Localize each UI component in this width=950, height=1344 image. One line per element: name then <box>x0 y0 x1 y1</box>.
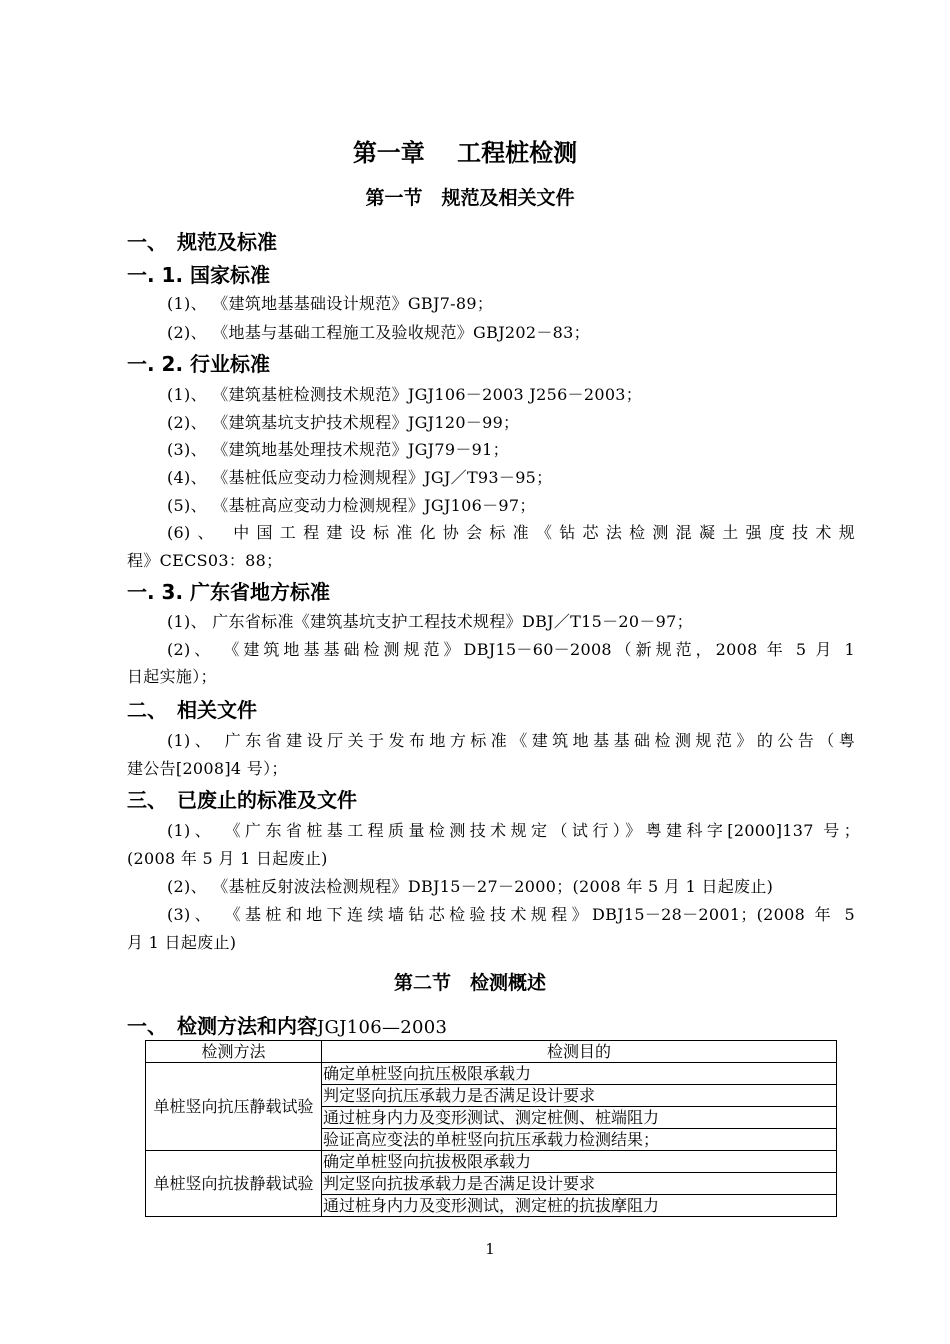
list-item: (2)、 《建筑基坑支护技术规程》JGJ120－99； <box>167 413 520 432</box>
heading-test-methods-code: JGJ106—2003 <box>317 1017 448 1038</box>
table-row <box>146 1151 837 1173</box>
heading-abolished: 三、 已废止的标准及文件 <box>127 788 357 812</box>
purpose-cell: 判定竖向抗拔承载力是否满足设计要求 <box>322 1173 837 1195</box>
list-item: (4)、 《基桩低应变动力检测规程》JGJ／T93－95； <box>167 468 553 487</box>
heading-related-documents: 二、 相关文件 <box>127 698 257 722</box>
list-item: (1)、 广东省标准《建筑基坑支护工程技术规程》DBJ／T15－20－97； <box>167 612 693 631</box>
list-item: (2)、 《基桩反射波法检测规程》DBJ15－27－2000；(2008 年 5 月 1 日起废止) <box>167 877 774 896</box>
table-header-row <box>146 1041 837 1063</box>
list-item: (6)、 中国工程建设标准化协会标准《钻芯法检测混凝土强度技术规 <box>167 523 855 542</box>
method-cell: 单桩竖向抗拔静载试验 <box>146 1151 322 1217</box>
section-title: 第一节 规范及相关文件 <box>365 187 575 209</box>
heading-standards: 一、 规范及标准 <box>127 230 277 254</box>
list-item: (1)、 《建筑地基基础设计规范》GBJ7-89； <box>167 294 494 313</box>
heading-test-methods-text: 一、 检测方法和内容 <box>127 1014 317 1038</box>
column-header-purpose: 检测目的 <box>322 1041 837 1063</box>
list-item: (2)、 《建筑地基基础检测规范》DBJ15－60－2008（新规范，2008 年 5 月 1 <box>167 640 855 659</box>
chapter-title: 第一章 工程桩检测 <box>352 139 578 167</box>
purpose-cell: 通过桩身内力及变形测试，测定桩的抗拔摩阻力 <box>322 1195 837 1217</box>
list-item: (3)、 《建筑地基处理技术规范》JGJ79－91； <box>167 440 509 459</box>
page-number: 1 <box>485 1240 495 1258</box>
list-item-continuation: 月 1 日起废止) <box>127 933 237 952</box>
list-item: (1)、 《建筑基桩检测技术规范》JGJ106－2003 J256－2003； <box>167 385 643 404</box>
list-item: (1)、 《广东省桩基工程质量检测技术规定（试行）》粤建科字[2000]137 号； <box>167 821 860 840</box>
column-header-method: 检测方法 <box>146 1041 322 1063</box>
purpose-cell: 判定竖向抗压承载力是否满足设计要求 <box>322 1085 837 1107</box>
purpose-cell: 确定单桩竖向抗压极限承载力 <box>322 1063 837 1085</box>
heading-industry-standards: 一. 2. 行业标准 <box>127 352 271 376</box>
list-item-continuation: 程》CECS03：88； <box>127 551 283 570</box>
heading-test-methods <box>127 1010 447 1039</box>
list-item-continuation: 建公告[2008]4 号）； <box>127 759 288 778</box>
purpose-cell: 验证高应变法的单桩竖向抗压承载力检测结果； <box>322 1129 837 1151</box>
method-cell: 单桩竖向抗压静载试验 <box>146 1063 322 1151</box>
table-row <box>146 1063 837 1085</box>
test-methods-table <box>145 1040 837 1217</box>
list-item: (5)、 《基桩高应变动力检测规程》JGJ106－97； <box>167 496 536 515</box>
list-item: (1)、 广东省建设厅关于发布地方标准《建筑地基基础检测规范》的公告（粤 <box>167 731 855 750</box>
purpose-cell: 通过桩身内力及变形测试、测定桩侧、桩端阻力 <box>322 1107 837 1129</box>
heading-national-standards: 一. 1. 国家标准 <box>127 263 271 287</box>
list-item: (2)、 《地基与基础工程施工及验收规范》GBJ202－83； <box>167 323 590 342</box>
list-item-continuation: 日起实施）； <box>127 667 217 686</box>
list-item: (3)、 《基桩和地下连续墙钻芯检验技术规程》DBJ15－28－2001；(2008 年 5 <box>167 905 855 924</box>
purpose-cell: 确定单桩竖向抗拔极限承载力 <box>322 1151 837 1173</box>
section-title-2: 第二节 检测概述 <box>393 972 546 994</box>
list-item-continuation: (2008 年 5 月 1 日起废止) <box>127 849 328 868</box>
heading-guangdong-standards: 一. 3. 广东省地方标准 <box>127 580 331 604</box>
